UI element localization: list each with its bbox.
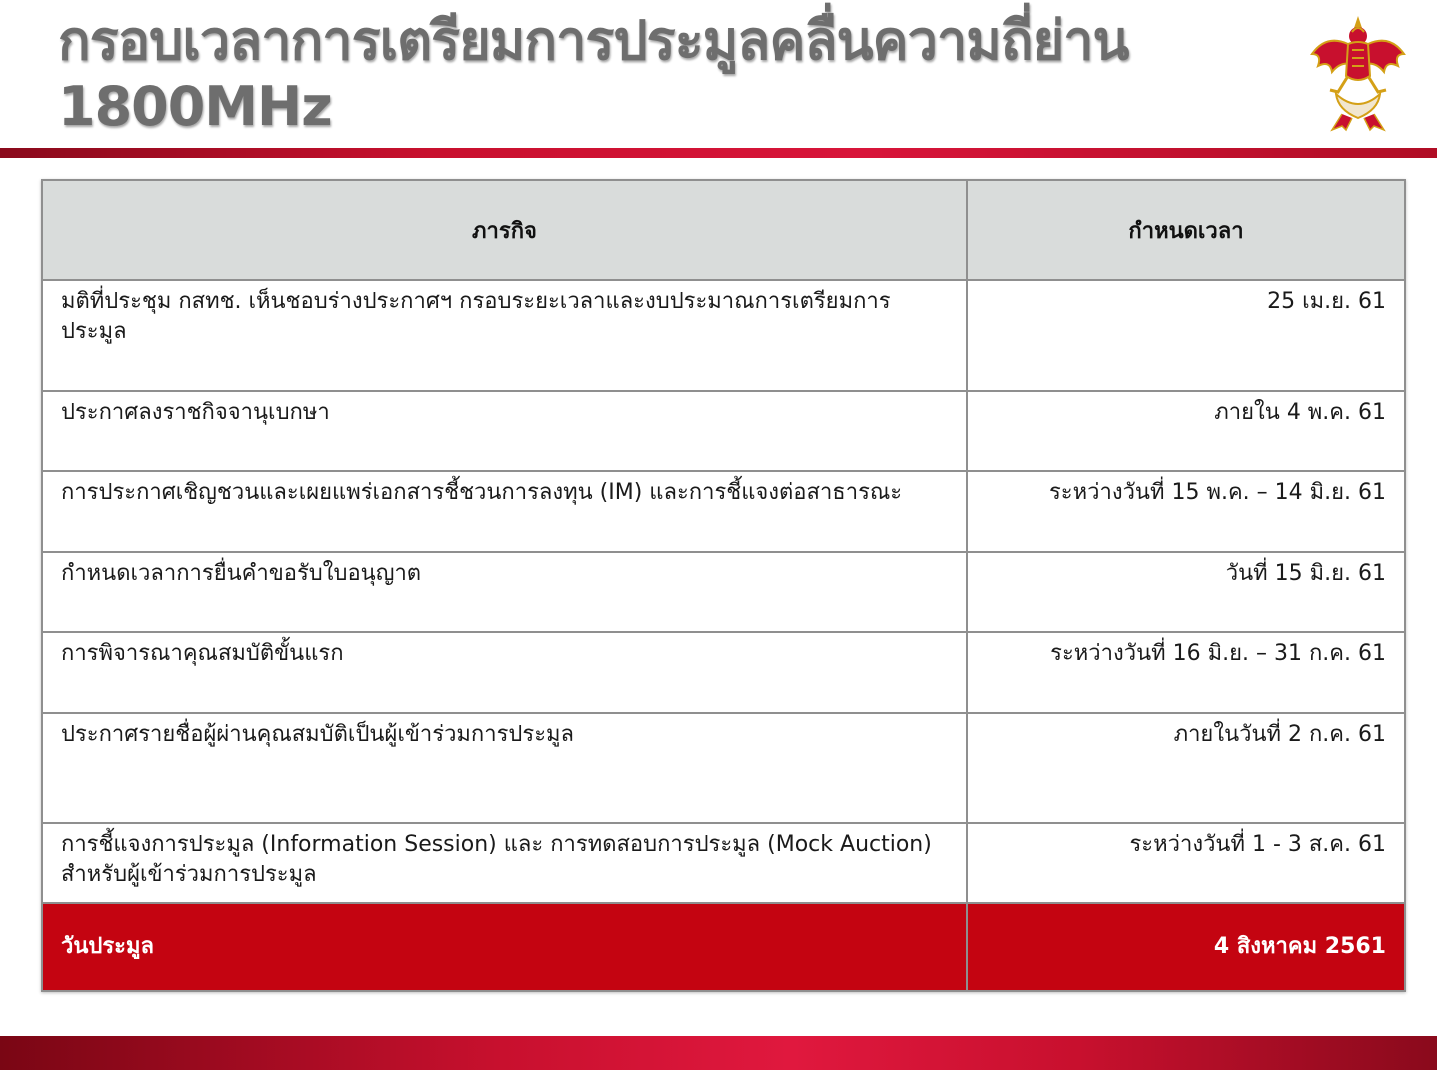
task-cell: การพิจารณาคุณสมบัติขั้นแรก (42, 632, 967, 713)
slide-title: กรอบเวลาการเตรียมการประมูลคลื่นความถี่ย่าน 1800MHz (58, 9, 1129, 138)
date-cell: วันที่ 15 มิ.ย. 61 (967, 552, 1405, 632)
task-cell: การชี้แจงการประมูล (Information Session) และ การทดสอบการประมูล (Mock Auction) สำหรับผู้เข้าร่วมการประมูล (42, 823, 967, 903)
table-row (42, 632, 1405, 713)
date-cell: ระหว่างวันที่ 15 พ.ค. – 14 มิ.ย. 61 (967, 471, 1405, 552)
table-header-row (42, 180, 1405, 280)
date-cell: ภายใน 4 พ.ค. 61 (967, 391, 1405, 471)
task-cell: กำหนดเวลาการยื่นคำขอรับใบอนุญาต (42, 552, 967, 632)
table-row (42, 823, 1405, 903)
task-cell: ประกาศรายชื่อผู้ผ่านคุณสมบัติเป็นผู้เข้าร่วมการประมูล (42, 713, 967, 823)
footer-band (0, 1036, 1437, 1070)
schedule-column-header: กำหนดเวลา (967, 180, 1405, 280)
task-cell: ประกาศลงราชกิจจานุเบกษา (42, 391, 967, 471)
auction-day-label: วันประมูล (42, 903, 967, 991)
auction-day-date: 4 สิงหาคม 2561 (967, 903, 1405, 991)
task-cell: มติที่ประชุม กสทช. เห็นชอบร่างประกาศฯ กรอบระยะเวลาและงบประมาณการเตรียมการประมูล (42, 280, 967, 391)
table-row (42, 280, 1405, 391)
garuda-emblem-icon (1308, 14, 1408, 132)
auction-day-row (42, 903, 1405, 991)
task-column-header: ภารกิจ (42, 180, 967, 280)
date-cell: ภายในวันที่ 2 ก.ค. 61 (967, 713, 1405, 823)
title-divider (0, 148, 1437, 158)
date-cell: ระหว่างวันที่ 1 - 3 ส.ค. 61 (967, 823, 1405, 903)
table-row (42, 713, 1405, 823)
table-row (42, 552, 1405, 632)
date-cell: ระหว่างวันที่ 16 มิ.ย. – 31 ก.ค. 61 (967, 632, 1405, 713)
date-cell: 25 เม.ย. 61 (967, 280, 1405, 391)
auction-schedule-table (41, 179, 1406, 992)
table-row (42, 391, 1405, 471)
task-cell: การประกาศเชิญชวนและเผยแพร่เอกสารชี้ชวนการลงทุน (IM) และการชี้แจงต่อสาธารณะ (42, 471, 967, 552)
table-row (42, 471, 1405, 552)
